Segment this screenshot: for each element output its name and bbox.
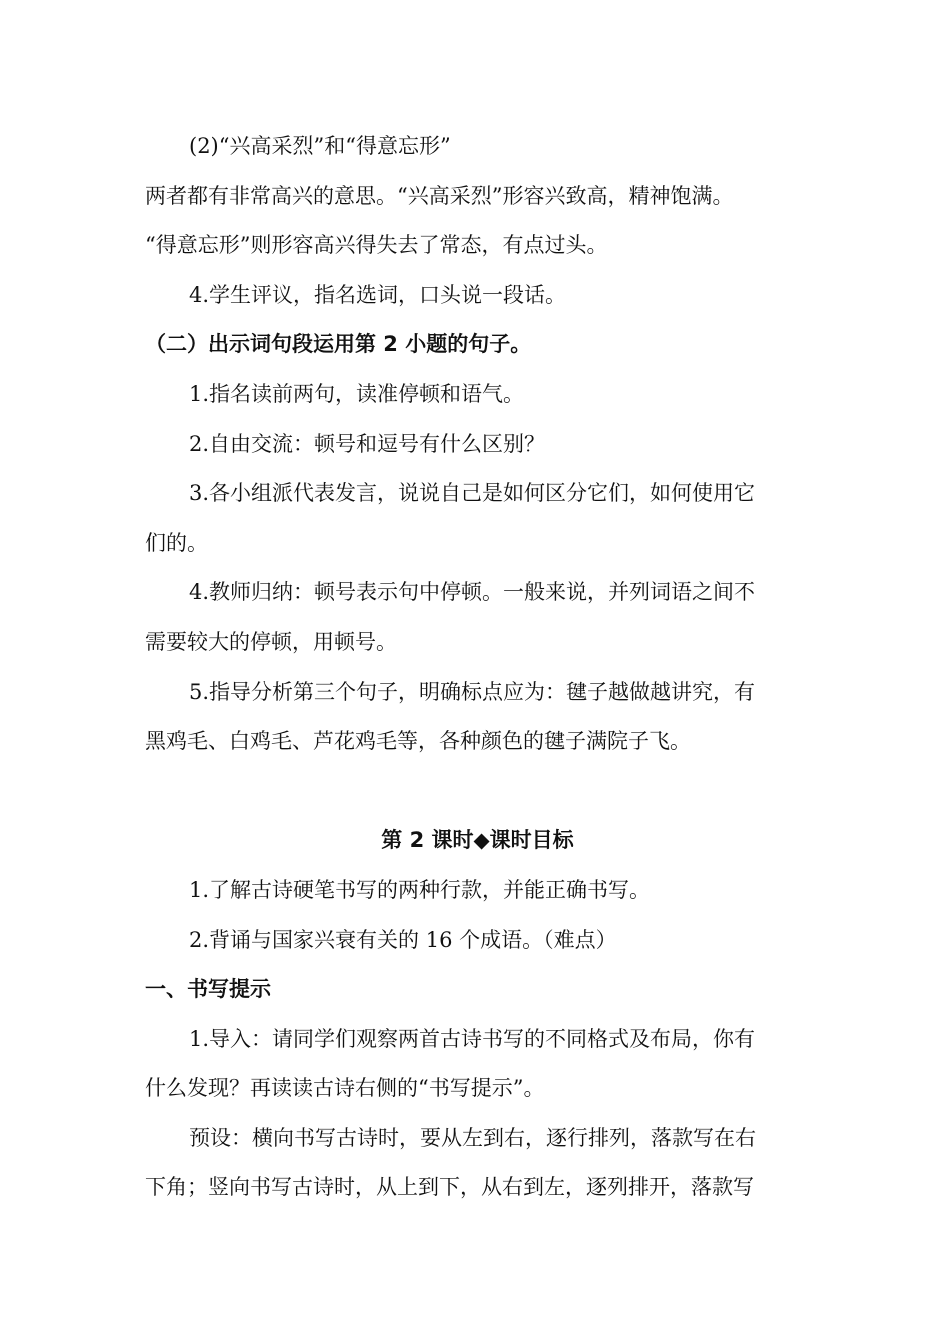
paragraph-line: 两者都有非常高兴的意思。“兴高采烈”形容兴致高，精神饱满。: [145, 183, 734, 208]
paragraph-line: 1.导入：请同学们观察两首古诗书写的不同格式及布局，你有: [189, 1026, 756, 1051]
paragraph-line: 2.自由交流：顿号和逗号有什么区别？: [189, 431, 546, 456]
blank-line: [145, 767, 810, 817]
paragraph-line: 们的。: [145, 530, 208, 555]
paragraph-line: “得意忘形”则形容高兴得失去了常态，有点过头。: [145, 233, 608, 258]
section-heading: 一、书写提示: [145, 977, 271, 1002]
paragraph-line: 什么发现？再读读古诗右侧的“书写提示”。: [145, 1076, 545, 1101]
paragraph-line: 4.教师归纳：顿号表示句中停顿。一般来说，并列词语之间不: [189, 580, 756, 605]
document-page: [145, 122, 810, 1213]
paragraph-line: 黑鸡毛、白鸡毛、芦花鸡毛等，各种颜色的毽子满院子飞。: [145, 729, 691, 754]
paragraph-line: 5.指导分析第三个句子，明确标点应为：毽子越做越讲究，有: [189, 679, 756, 704]
paragraph-line: 下角；竖向书写古诗时，从上到下，从右到左，逐列排开，落款写: [145, 1175, 754, 1200]
paragraph-line: 1.指名读前两句，读准停顿和语气。: [189, 381, 525, 406]
paragraph-line: (2)“兴高采烈”和“得意忘形”: [189, 134, 451, 158]
section-heading: （二）出示词句段运用第 2 小题的句子。: [145, 332, 532, 357]
paragraph-line: 4.学生评议，指名选词，口头说一段话。: [189, 282, 567, 307]
paragraph-line: 需要较大的停顿，用顿号。: [145, 629, 397, 654]
paragraph-line: 1.了解古诗硬笔书写的两种行款，并能正确书写。: [189, 877, 651, 902]
paragraph-line: 2.背诵与国家兴衰有关的 16 个成语。（难点）: [189, 927, 617, 952]
paragraph-line: 预设：横向书写古诗时，要从左到右，逐行排列，落款写在右: [189, 1125, 756, 1150]
paragraph-line: 3.各小组派代表发言，说说自己是如何区分它们，如何使用它: [189, 481, 756, 506]
lesson-title: 第 2 课时◆课时目标: [381, 828, 574, 853]
